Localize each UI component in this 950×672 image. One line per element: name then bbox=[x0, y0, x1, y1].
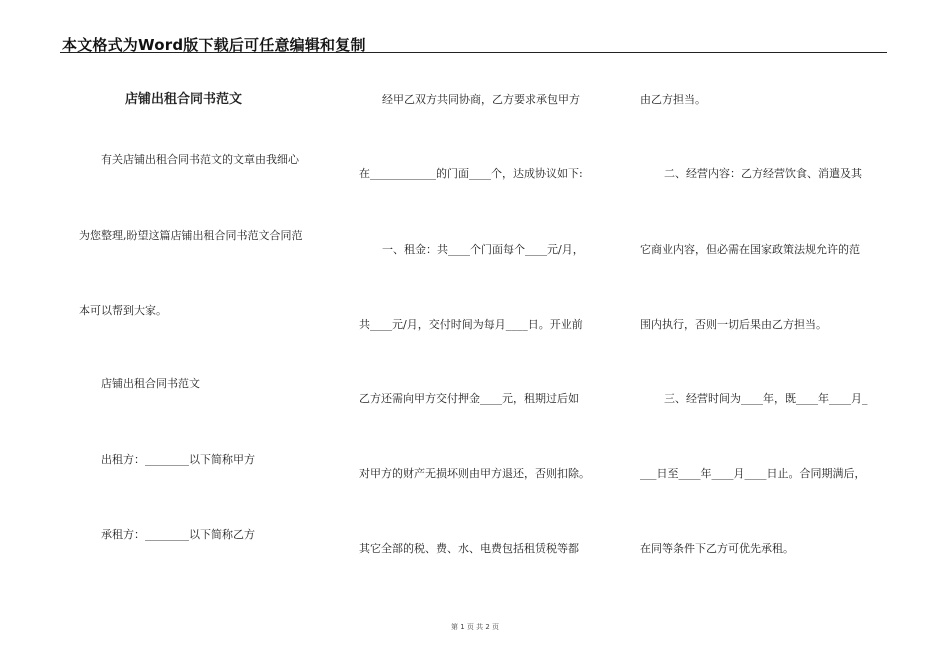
paragraph-line: 乙方还需向甲方交付押金____元，租期过后如 bbox=[359, 392, 579, 405]
paragraph-line: 共____元/月，交付时间为每月____日。开业前 bbox=[359, 318, 583, 331]
header-title: 本文格式为Word版下载后可任意编辑和复制 bbox=[62, 36, 366, 54]
paragraph-line: ___日至____年____月____日止。合同期满后， bbox=[640, 467, 866, 480]
document-title: 店铺出租合同书范文 bbox=[125, 92, 243, 107]
paragraph-line: 它商业内容，但必需在国家政策法规允许的范 bbox=[640, 243, 860, 256]
paragraph-line: 经甲乙双方共同协商，乙方要求承包甲方 bbox=[382, 93, 580, 106]
lessee-line: 承租方：________以下简称乙方 bbox=[101, 528, 255, 541]
lessor-line: 出租方：________以下简称甲方 bbox=[101, 453, 255, 466]
paragraph-line: 有关店铺出租合同书范文的文章由我细心 bbox=[101, 153, 299, 166]
paragraph-line: 其它全部的税、费、水、电费包括租赁税等都 bbox=[359, 542, 579, 555]
paragraph-line: 由乙方担当。 bbox=[640, 93, 706, 106]
paragraph-line: 本可以帮到大家。 bbox=[79, 304, 167, 317]
section-heading: 店铺出租合同书范文 bbox=[101, 377, 200, 390]
paragraph-line: 对甲方的财产无损坏则由甲方退还，否则扣除。 bbox=[359, 467, 590, 480]
page-number: 第 1 页 共 2 页 bbox=[450, 623, 500, 631]
paragraph-line: 为您整理,盼望这篇店铺出租合同书范文合同范 bbox=[79, 229, 303, 242]
paragraph-line: 二、经营内容：乙方经营饮食、消遣及其 bbox=[664, 167, 862, 180]
paragraph-line: 在____________的门面____个，达成协议如下: bbox=[359, 167, 583, 180]
paragraph-line: 三、经营时间为____年，既____年____月_ bbox=[664, 392, 868, 405]
paragraph-line: 在同等条件下乙方可优先承租。 bbox=[640, 542, 794, 555]
header-divider bbox=[60, 52, 887, 53]
paragraph-line: 一、租金：共____个门面每个____元/月， bbox=[382, 243, 584, 256]
paragraph-line: 围内执行，否则一切后果由乙方担当。 bbox=[640, 318, 827, 331]
